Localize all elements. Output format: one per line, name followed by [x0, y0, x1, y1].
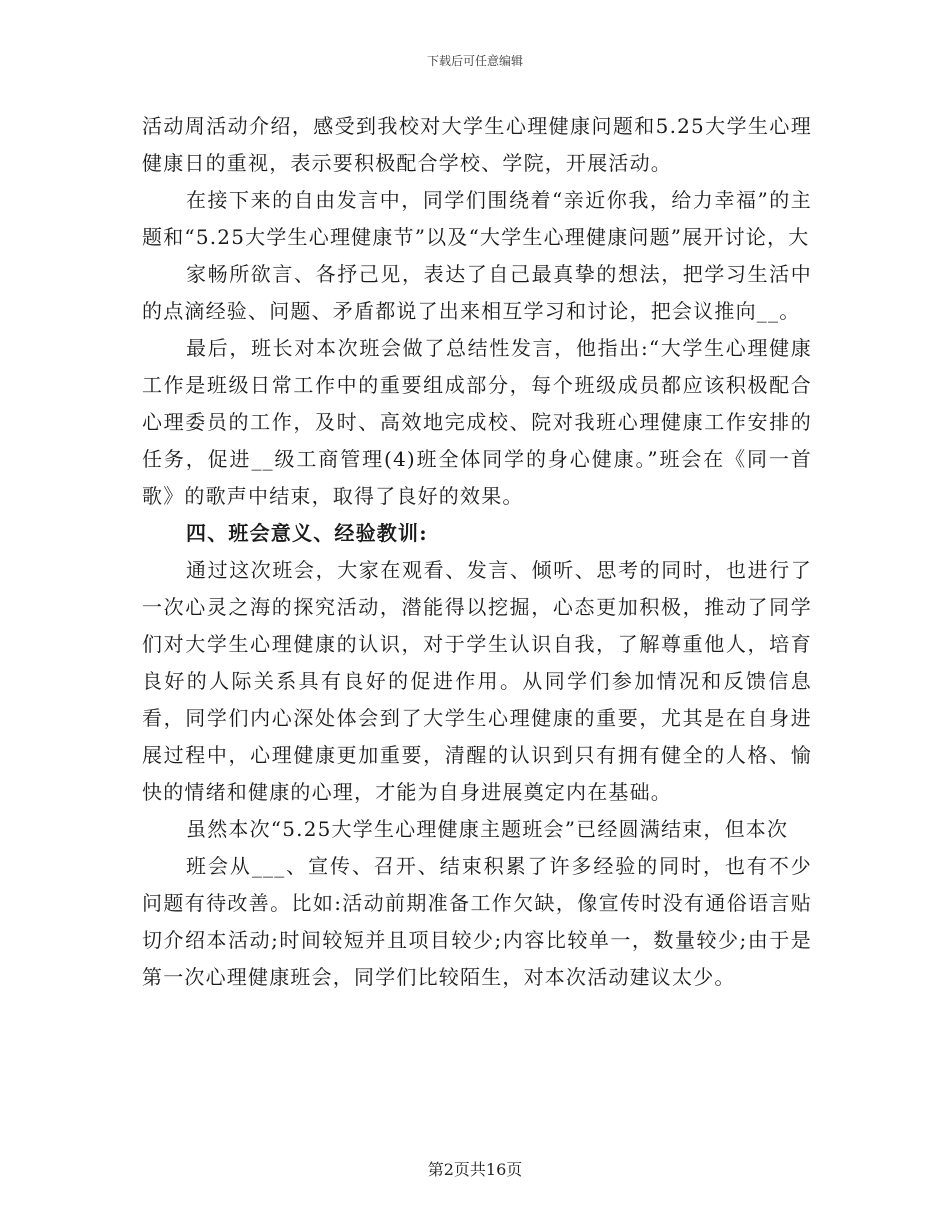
paragraph-6: 虽然本次“5.25大学生心理健康主题班会”已经圆满结束，但本次 — [186, 817, 789, 841]
paragraph-5: 通过这次班会，大家在观看、发言、倾听、思考的同时，也进行了一次心灵之海的探究活动，潜能得以挖掘，心态更加积极，推动了同学们对大学生心理健康的认识，对于学生认识自我，了解尊重他人，培育良好的人际关系具有良好的促进作用。从同学们参加情况和反馈信息看，同学们内心深处体会到了大学生心理健康的重要，尤其是在自身进展过程中，心理健康更加重要，清醒的认识到只有拥有健全的人格、愉快的情绪和健康的心理，才能为自身进展奠定内在基础。 — [142, 558, 812, 804]
section-heading: 四、班会意义、经验教训: — [186, 521, 428, 545]
paragraph-7: 班会从___、宣传、召开、结束积累了许多经验的同时，也有不少问题有待改善。比如:活动前期准备工作欠缺，像宣传时没有通俗语言贴切介绍本活动;时间较短并且项目较少;内容比较单一，数量较少;由于是第一次心理健康班会，同学们比较陌生，对本次活动建议太少。 — [142, 854, 812, 989]
paragraph-4: 最后，班长对本次班会做了总结性发言，他指出:“大学生心理健康工作是班级日常工作中的重要组成部分，每个班级成员都应该积极配合心理委员的工作，及时、高效地完成校、院对我班心理健康工作安排的任务，促进__级工商管理(4)班全体同学的身心健康。”班会在《同一首歌》的歌声中结束，取得了良好的效果。 — [142, 336, 812, 508]
page-header: 下载后可任意编辑 — [426, 54, 523, 68]
paragraph-2: 在接下来的自由发言中，同学们围绕着“亲近你我，给力幸福”的主题和“5.25大学生心理健康节”以及“大学生心理健康问题”展开讨论，大 — [142, 188, 812, 249]
document-body — [142, 108, 812, 996]
paragraph-3: 家畅所欲言、各抒己见，表达了自己最真挚的想法，把学习生活中的点滴经验、问题、矛盾都说了出来相互学习和讨论，把会议推向__。 — [142, 262, 812, 323]
paragraph-1: 活动周活动介绍，感受到我校对大学生心理健康问题和5.25大学生心理健康日的重视，表示要积极配合学校、学院，开展活动。 — [142, 114, 812, 175]
page-footer: 第2页共16页 — [427, 1160, 523, 1179]
